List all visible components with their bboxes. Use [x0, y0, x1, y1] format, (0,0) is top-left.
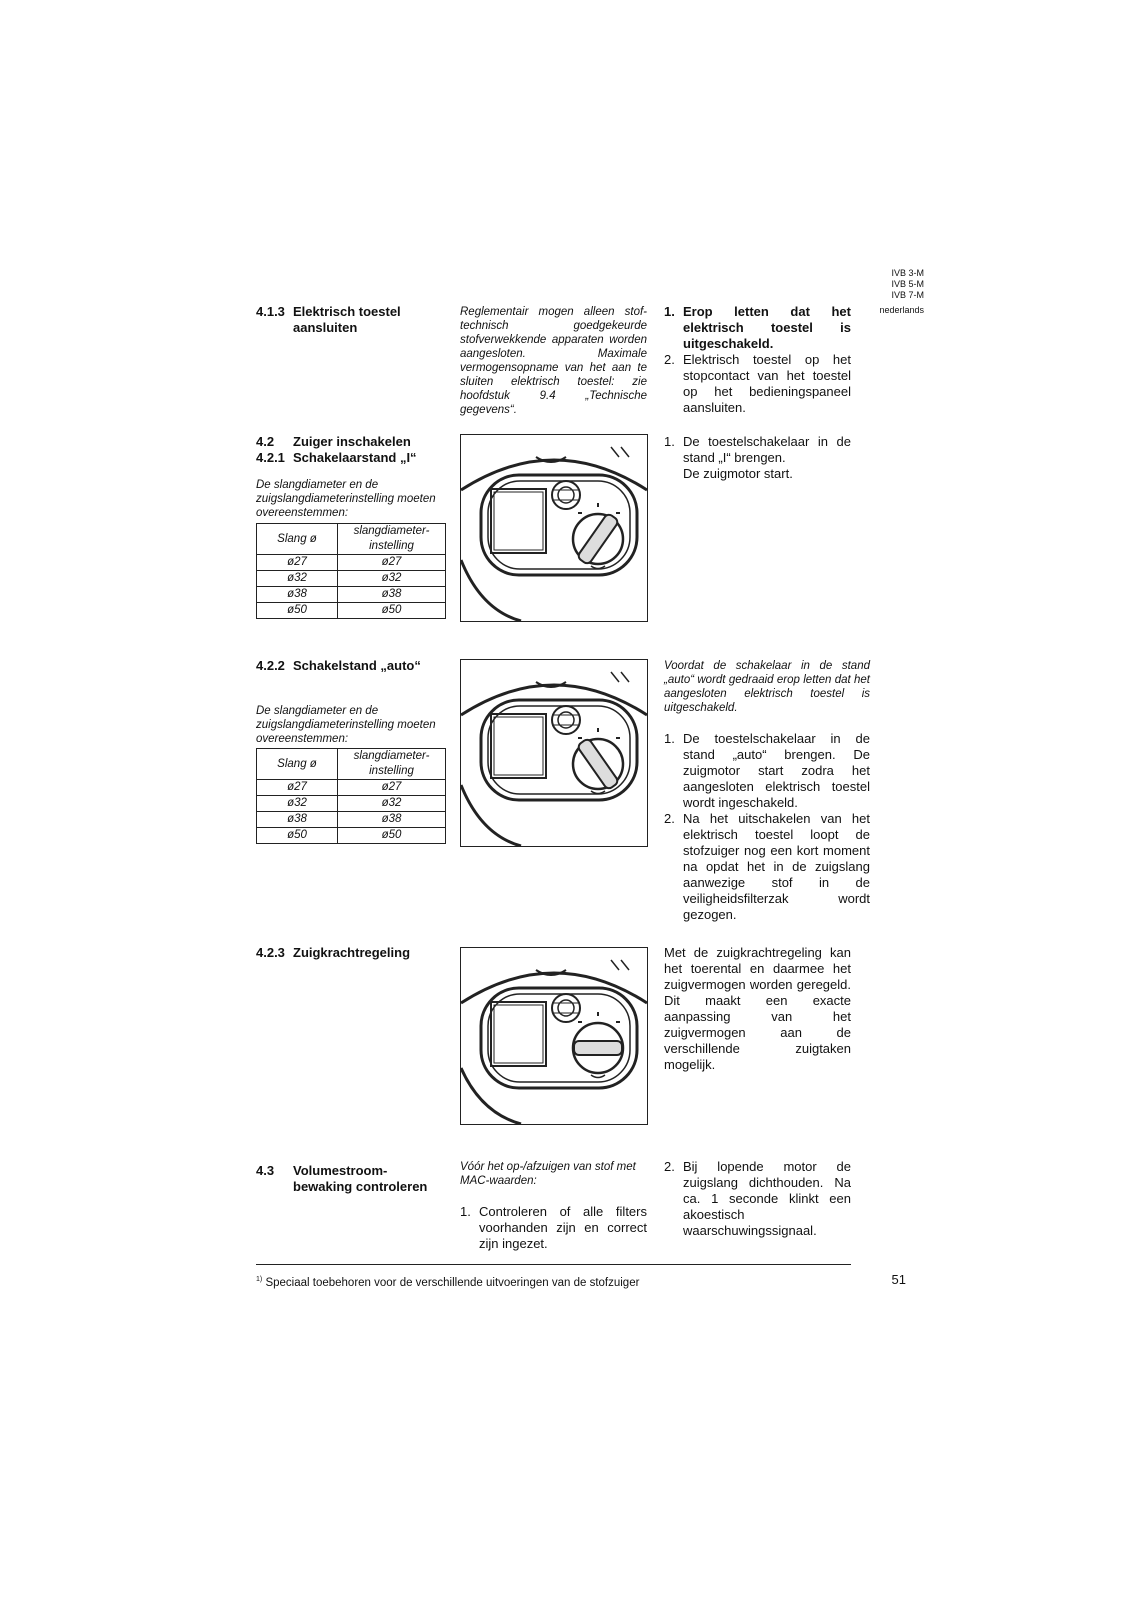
list-item: 2. Na het uitschakelen van het elektrisch toestel loopt de stofzuiger nog een kort moment na opdat het in de zuigslang aanwezige stof in de veiligheidsfilterzak wordt gezogen. — [664, 811, 870, 922]
heading-number: 4.1.3 — [256, 304, 285, 319]
steps-4-2-1 — [664, 434, 851, 482]
note-4-2-1: De slangdiameter en de zuigslangdiameterinstelling moeten overeenstemmen: — [256, 479, 436, 519]
footnote — [256, 1273, 639, 1290]
heading-4-2-3 — [256, 945, 446, 961]
note-4-3: Vóór het op-/afzuigen van stof met MAC-waarden: — [460, 1161, 636, 1187]
table-row: ø50 ø50 — [257, 603, 446, 619]
model-ivb7: IVB 7-M — [891, 290, 924, 300]
heading-number: 4.2.3 — [256, 945, 285, 960]
heading-4-1-3 — [256, 304, 446, 336]
list-item: 1. De toestelschakelaar in de stand „I“ brengen. De zuigmotor start. — [664, 434, 851, 481]
footnote-text: Speciaal toebehoren voor de verschillende uitvoeringen van de stofzuiger — [265, 1276, 640, 1289]
list-item: 1. Controleren of alle filters voorhanden zijn en correct zijn ingezet. — [460, 1204, 647, 1251]
heading-4-3 — [256, 1163, 446, 1195]
figure-switch-position-i — [460, 434, 648, 622]
list-item: 1. De toestelschakelaar in de stand „auto“ brengen. De zuigmotor start zodra het aangesloten elektrisch toestel wordt ingeschakeld. — [664, 731, 870, 810]
figure-switch-position-auto — [460, 659, 648, 847]
figure-suction-control — [460, 947, 648, 1125]
note-4-2-2: De slangdiameter en de zuigslangdiameterinstelling moeten overeenstemmen: — [256, 705, 436, 745]
warning-4-2-2: Voordat de schakelaar in de stand „auto“ wordt gedraaid erop letten dat het aangesloten elektrisch toestel is uitgeschakeld. — [664, 660, 870, 714]
heading-title: Schakelaarstand „I“ — [293, 450, 417, 465]
table-row: ø32 ø32 — [257, 571, 446, 587]
footnote-mark: 1) — [256, 1276, 263, 1283]
steps-4-3-left — [460, 1204, 647, 1252]
steps-4-3-right — [664, 1159, 851, 1239]
table-header-row — [257, 749, 446, 780]
body-4-2-3: Met de zuigkrachtregeling kan het toerental en daarmee het zuigvermogen worden geregeld. Dit maakt een exacte aanpassing van het zuigvermogen aan de verschillende zuigtaken mogelijk. — [664, 945, 851, 1072]
footer-rule — [256, 1264, 851, 1265]
hose-table-4-2-1 — [256, 523, 446, 619]
heading-title: Volumestroom- — [293, 1163, 388, 1178]
list-item: 2. Elektrisch toestel op het stopcontact van het toestel op het bedieningspaneel aansluiten. — [664, 352, 851, 415]
heading-title-cont: bewaking controleren — [293, 1179, 428, 1194]
table-row: ø27 ø27 — [257, 780, 446, 796]
page-number: 51 — [891, 1272, 906, 1287]
table-row: ø32 ø32 — [257, 796, 446, 812]
heading-title: Schakelstand „auto“ — [293, 658, 421, 673]
language-label: nederlands — [879, 305, 924, 315]
heading-4-2 — [256, 434, 446, 466]
model-ivb3: IVB 3-M — [891, 268, 924, 278]
heading-4-2-2 — [256, 658, 446, 674]
heading-number: 4.2.2 — [256, 658, 285, 673]
list-item: 1. Erop letten dat het elektrisch toestel is uitgeschakeld. — [664, 304, 851, 351]
table-row: ø50 ø50 — [257, 828, 446, 844]
model-ivb5: IVB 5-M — [891, 279, 924, 289]
heading-number: 4.2 — [256, 434, 275, 449]
table-header: Slang ø — [257, 749, 338, 780]
table-header: Slang ø — [257, 524, 338, 555]
table-row: ø27 ø27 — [257, 555, 446, 571]
heading-title: Zuiger inschakelen — [293, 434, 411, 449]
heading-number: 4.3 — [256, 1163, 275, 1178]
hose-table-4-2-2 — [256, 748, 446, 844]
heading-title: Zuigkrachtregeling — [293, 945, 411, 960]
heading-title: Elektrisch toestel — [293, 304, 401, 319]
steps-4-2-2 — [664, 731, 870, 923]
model-list — [891, 268, 924, 301]
heading-title-cont: aansluiten — [293, 320, 358, 335]
table-row: ø38 ø38 — [257, 587, 446, 603]
steps-4-1-3 — [664, 304, 851, 416]
heading-number: 4.2.1 — [256, 450, 285, 465]
table-row: ø38 ø38 — [257, 812, 446, 828]
note-4-1-3: Reglementair mogen alleen stof-technisch goedgekeurde stofverwekkende apparaten worden aangesloten. Maximale vermogensopname van het aan te sluiten elektrisch toestel: zie hoofdstuk 9.4 „Technische gegevens“. — [460, 306, 647, 416]
table-header: slangdiameter-instelling — [338, 524, 446, 555]
list-item: 2. Bij lopende motor de zuigslang dichthouden. Na ca. 1 seconde klinkt een akoestisch waarschuwingssignaal. — [664, 1159, 851, 1238]
table-header: slangdiameter-instelling — [338, 749, 446, 780]
table-header-row — [257, 524, 446, 555]
